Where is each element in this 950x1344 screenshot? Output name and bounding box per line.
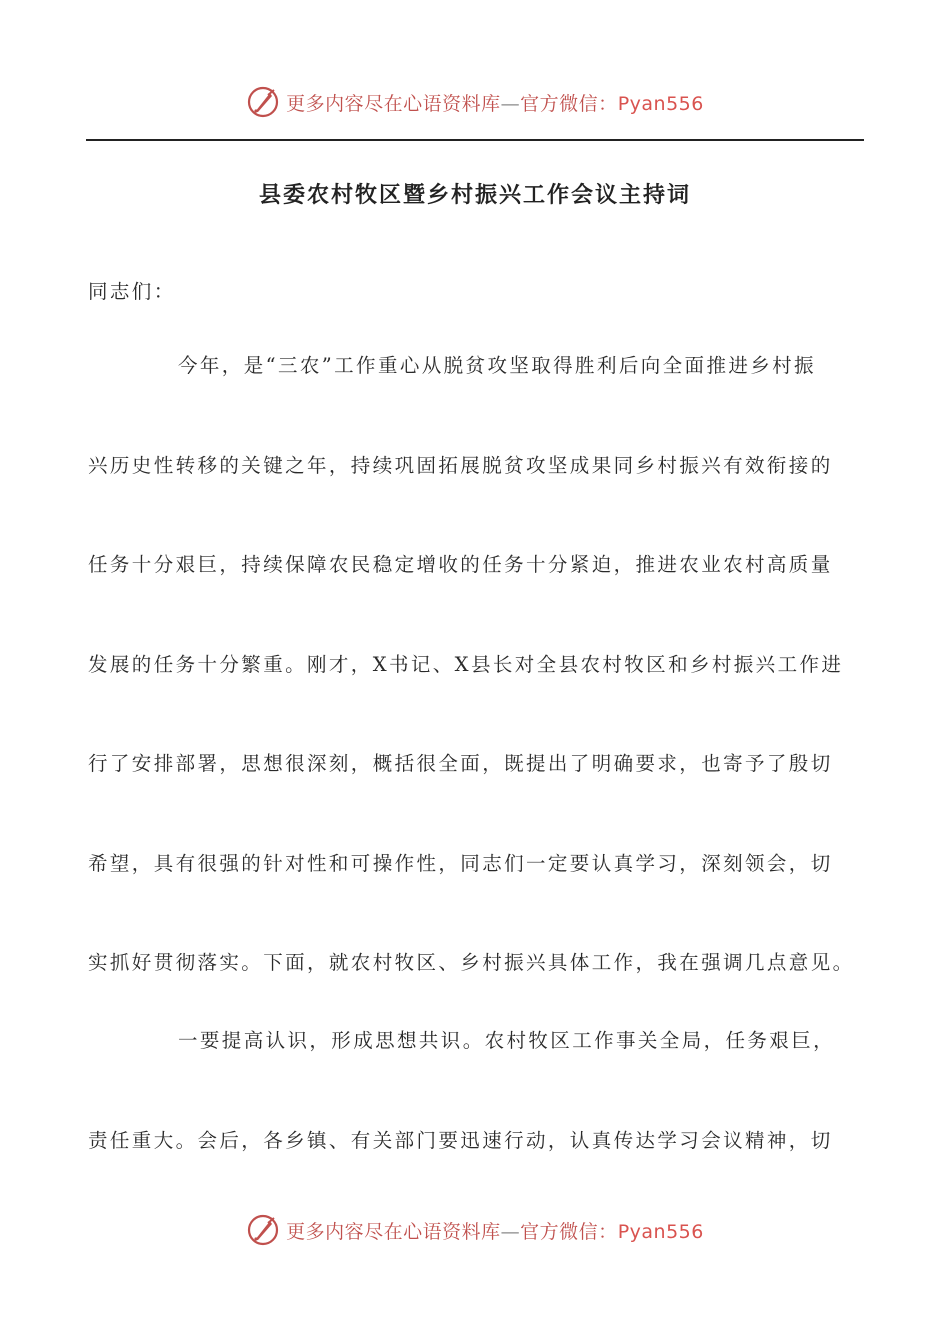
body-line: 今年，是“三农”工作重心从脱贫攻坚取得胜利后向全面推进乡村振 — [178, 354, 816, 377]
watermark-text — [286, 1217, 704, 1244]
quill-pen-icon — [246, 1213, 280, 1247]
quill-pen-icon — [246, 85, 280, 119]
footer-watermark — [0, 1212, 950, 1248]
salutation: 同志们： — [88, 280, 176, 303]
body-line: 一要提高认识，形成思想共识。农村牧区工作事关全局，任务艰巨， — [178, 1029, 836, 1052]
wechat-handle: Pyan556 — [617, 92, 704, 115]
body-line: 实抓好贯彻落实。下面，就农村牧区、乡村振兴具体工作，我在强调几点意见。 — [88, 951, 855, 974]
document-title: 县委农村牧区暨乡村振兴工作会议主持词 — [258, 182, 691, 208]
wechat-label: 官方微信： — [520, 1220, 618, 1243]
brand-text: 更多内容尽在心语资料库 — [286, 1220, 501, 1243]
body-line: 希望，具有很强的针对性和可操作性，同志们一定要认真学习，深刻领会，切 — [88, 852, 833, 875]
body-line: 兴历史性转移的关键之年，持续巩固拓展脱贫攻坚成果同乡村振兴有效衔接的 — [88, 454, 833, 477]
body-line: 责任重大。会后，各乡镇、有关部门要迅速行动，认真传达学习会议精神，切 — [88, 1129, 833, 1152]
header-rule — [86, 139, 864, 141]
brand-text: 更多内容尽在心语资料库 — [286, 92, 501, 115]
wechat-label: 官方微信： — [520, 92, 618, 115]
wechat-handle: Pyan556 — [617, 1220, 704, 1243]
body-line: 任务十分艰巨，持续保障农民稳定增收的任务十分紧迫，推进农业农村高质量 — [88, 553, 833, 576]
separator: — — [500, 92, 521, 115]
watermark-text — [286, 89, 704, 116]
body-line: 发展的任务十分繁重。刚才，X书记、X县长对全县农村牧区和乡村振兴工作进 — [88, 653, 844, 676]
header-watermark — [0, 84, 950, 120]
separator: — — [500, 1220, 521, 1243]
body-line: 行了安排部署，思想很深刻，概括很全面，既提出了明确要求，也寄予了殷切 — [88, 752, 833, 775]
